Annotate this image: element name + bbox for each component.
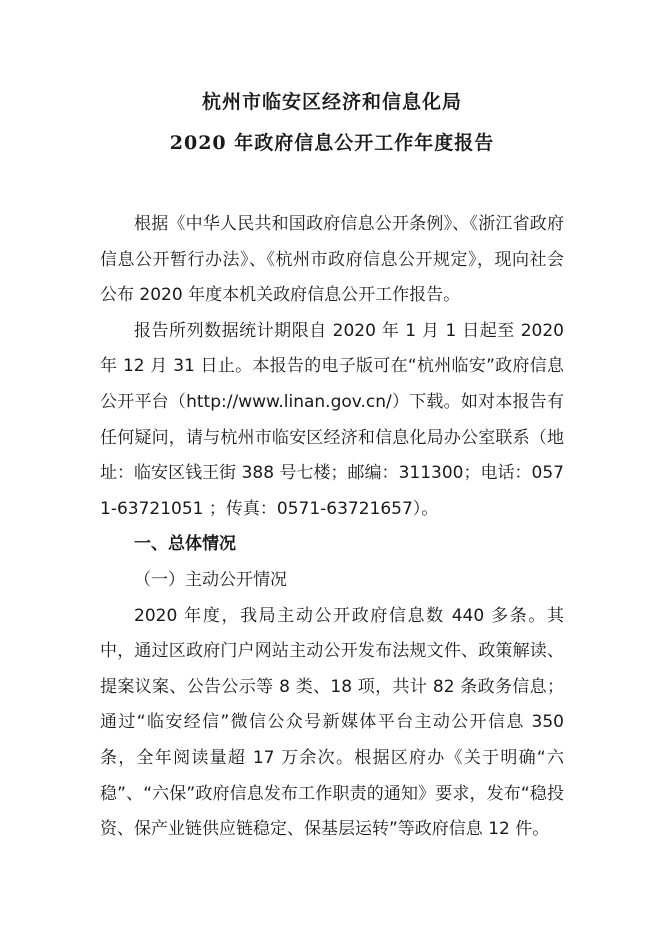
report-title-line1: 杭州市临安区经济和信息化局 [201,91,462,113]
report-body [100,207,564,848]
intro-paragraph: 根据《中华人民共和国政府信息公开条例》、《浙江省政府信息公开暂行办法》、《杭州市政府信息公开规定》，现向社会公布 2020 年度本机关政府信息公开工作报告。 [100,214,564,306]
section-heading-overview: 一、总体情况 [134,534,236,555]
period-paragraph: 报告所列数据统计期限自 2020 年 1 月 1 日起至 2020 年 12 月 31 日止。本报告的电子版可在“杭州临安”政府信息公开平台（http://www.linan.gov.cn/）下载。如对本报告有任何疑问，请与杭州市临安区经济和信息化局办公室联系（地址：临安区钱王街 388 号七楼；邮编：311300；电话：0571-63721051 ；传真：0571-63721657）。 [100,320,564,519]
report-title-line2: 2020 年政府信息公开工作年度报告 [169,132,495,154]
subsection-heading-proactive-disclosure: （一）主动公开情况 [134,569,287,590]
proactive-disclosure-paragraph: 2020 年度，我局主动公开政府信息数 440 多条。其中，通过区政府门户网站主动公开发布法规文件、政策解读、提案议案、公告公示等 8 类、18 项，共计 82 条政务信息；通过“临安经信”微信公众号新媒体平台主动公开信息 350 条，全年阅读量超 17 万余次。根据区府办《关于明确“六稳”、“六保”政府信息发布工作职责的通知》要求，发布“稳投资、保产业链供应链稳定、保基层运转”等政府信息 12 件。 [100,605,564,840]
